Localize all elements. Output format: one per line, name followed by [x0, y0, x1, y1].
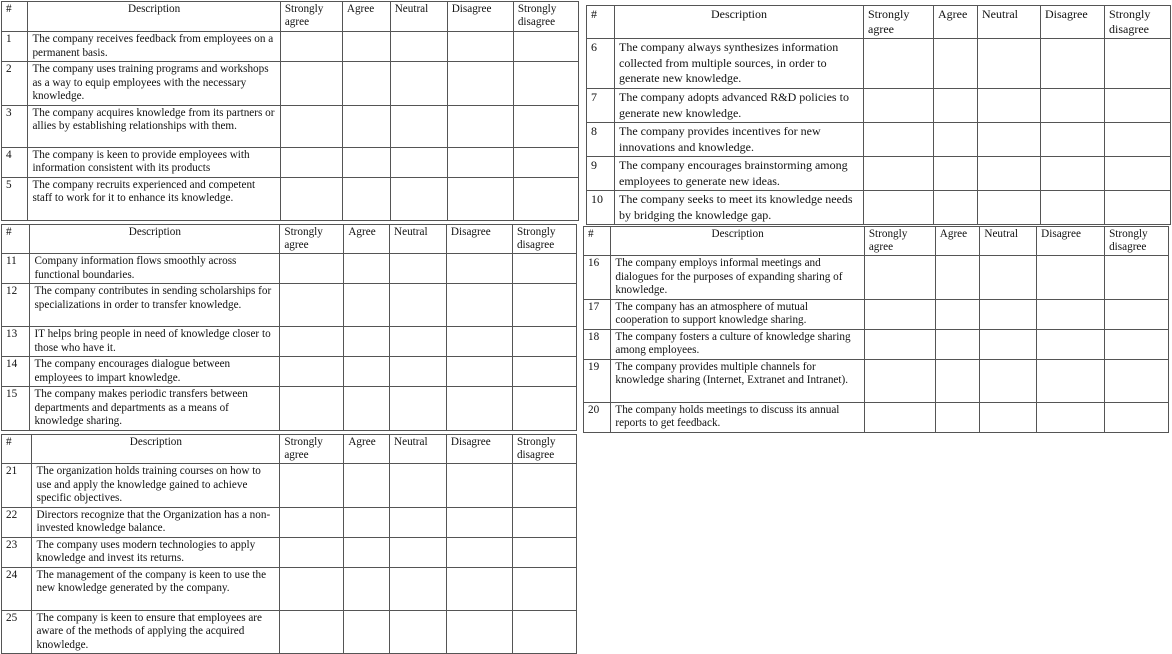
- item-description: The company employs informal meetings and dialogues for the purposes of expanding sharing of knowledge.: [611, 256, 864, 300]
- strongly-disagree-response-cell[interactable]: [1105, 39, 1171, 89]
- neutral-response-cell[interactable]: [390, 32, 447, 62]
- header-row: [584, 227, 1169, 256]
- item-description: The company adopts advanced R&D policies to generate new knowledge.: [615, 89, 864, 123]
- agree-response-cell[interactable]: [934, 157, 978, 191]
- strongly-disagree-response-cell[interactable]: [513, 62, 578, 106]
- item-description: The company uses modern technologies to apply knowledge and invest its returns.: [32, 537, 280, 567]
- table-row: [584, 329, 1169, 359]
- table-row: [2, 62, 579, 106]
- strongly-agree-response-cell[interactable]: [864, 191, 934, 225]
- strongly-agree-response-cell[interactable]: [280, 327, 344, 357]
- header-row: [2, 2, 579, 32]
- neutral-response-cell[interactable]: [980, 359, 1037, 402]
- strongly-agree-response-cell[interactable]: [280, 62, 342, 106]
- agree-response-cell[interactable]: [935, 359, 980, 402]
- strongly-disagree-response-cell[interactable]: [513, 32, 578, 62]
- item-number: 19: [584, 359, 611, 402]
- item-number: 4: [2, 147, 28, 177]
- neutral-response-cell[interactable]: [390, 327, 447, 357]
- strongly-agree-response-cell[interactable]: [280, 147, 342, 177]
- neutral-header: Neutral: [390, 225, 447, 254]
- neutral-response-cell[interactable]: [978, 39, 1041, 89]
- disagree-response-cell[interactable]: [446, 327, 512, 357]
- item-description: Directors recognize that the Organization has a non-invested knowledge balance.: [32, 507, 280, 537]
- strongly-agree-header: Strongly agree: [864, 6, 934, 39]
- agree-response-cell[interactable]: [344, 537, 390, 567]
- item-number: 13: [2, 327, 30, 357]
- disagree-response-cell[interactable]: [446, 387, 512, 431]
- item-number: 2: [2, 62, 28, 106]
- strongly-disagree-header: Strongly disagree: [1105, 227, 1169, 256]
- item-description: The organization holds training courses on how to use and apply the knowledge gained to achieve specific objectives.: [32, 464, 280, 508]
- agree-response-cell[interactable]: [344, 507, 390, 537]
- disagree-response-cell[interactable]: [446, 507, 512, 537]
- item-description: The management of the company is keen to use the new knowledge generated by the company.: [32, 567, 280, 610]
- disagree-response-cell[interactable]: [447, 32, 513, 62]
- num-header: #: [587, 6, 615, 39]
- item-description: The company encourages brainstorming among employees to generate new ideas.: [615, 157, 864, 191]
- strongly-agree-response-cell[interactable]: [864, 402, 935, 432]
- agree-response-cell[interactable]: [935, 256, 980, 300]
- description-header: Description: [30, 225, 280, 254]
- table-row: [587, 39, 1171, 89]
- disagree-response-cell[interactable]: [1041, 39, 1105, 89]
- item-description: The company provides incentives for new innovations and knowledge.: [615, 123, 864, 157]
- agree-response-cell[interactable]: [934, 39, 978, 89]
- agree-response-cell[interactable]: [935, 299, 980, 329]
- strongly-disagree-response-cell[interactable]: [1105, 191, 1171, 225]
- strongly-agree-response-cell[interactable]: [280, 177, 342, 220]
- neutral-response-cell[interactable]: [390, 284, 447, 327]
- survey-table-2: [586, 5, 1171, 225]
- agree-response-cell[interactable]: [342, 32, 390, 62]
- neutral-response-cell[interactable]: [390, 62, 447, 106]
- strongly-agree-response-cell[interactable]: [280, 610, 344, 654]
- strongly-disagree-response-cell[interactable]: [512, 537, 576, 567]
- item-number: 20: [584, 402, 611, 432]
- disagree-response-cell[interactable]: [447, 147, 513, 177]
- neutral-response-cell[interactable]: [390, 537, 447, 567]
- agree-response-cell[interactable]: [934, 89, 978, 123]
- table-row: [2, 537, 577, 567]
- agree-response-cell[interactable]: [935, 329, 980, 359]
- table-row: [2, 32, 579, 62]
- item-description: The company makes periodic transfers between departments and departments as a means of knowledge sharing.: [30, 387, 280, 431]
- item-description: The company holds meetings to discuss its annual reports to get feedback.: [611, 402, 864, 432]
- table-row: [2, 284, 577, 327]
- neutral-response-cell[interactable]: [980, 256, 1037, 300]
- agree-response-cell[interactable]: [935, 402, 980, 432]
- neutral-response-cell[interactable]: [390, 177, 447, 220]
- item-description: The company is keen to provide employees with information consistent with its products: [28, 147, 280, 177]
- disagree-response-cell[interactable]: [1037, 359, 1105, 402]
- item-description: The company acquires knowledge from its partners or allies by establishing relationships with them.: [28, 105, 280, 147]
- strongly-agree-response-cell[interactable]: [280, 537, 344, 567]
- disagree-response-cell[interactable]: [1041, 89, 1105, 123]
- strongly-agree-response-cell[interactable]: [280, 32, 342, 62]
- disagree-header: Disagree: [446, 435, 512, 464]
- agree-response-cell[interactable]: [342, 177, 390, 220]
- neutral-response-cell[interactable]: [390, 147, 447, 177]
- item-number: 9: [587, 157, 615, 191]
- item-number: 7: [587, 89, 615, 123]
- neutral-response-cell[interactable]: [980, 402, 1037, 432]
- table-row: [2, 327, 577, 357]
- survey-table-1: [1, 1, 579, 221]
- table-row: [2, 105, 579, 147]
- item-number: 25: [2, 610, 32, 654]
- neutral-response-cell[interactable]: [390, 507, 447, 537]
- strongly-agree-header: Strongly agree: [864, 227, 935, 256]
- strongly-agree-response-cell[interactable]: [280, 357, 344, 387]
- item-description: The company always synthesizes information collected from multiple sources, in order to generate new knowledge.: [615, 39, 864, 89]
- item-number: 1: [2, 32, 28, 62]
- survey-table-5: [1, 434, 577, 654]
- agree-header: Agree: [935, 227, 980, 256]
- agree-response-cell[interactable]: [344, 567, 390, 610]
- strongly-disagree-response-cell[interactable]: [1105, 329, 1169, 359]
- strongly-disagree-response-cell[interactable]: [512, 357, 576, 387]
- strongly-disagree-response-cell[interactable]: [512, 464, 576, 508]
- disagree-response-cell[interactable]: [446, 610, 512, 654]
- agree-header: Agree: [344, 435, 390, 464]
- neutral-response-cell[interactable]: [390, 357, 447, 387]
- table-row: [587, 157, 1171, 191]
- neutral-response-cell[interactable]: [390, 464, 447, 508]
- item-number: 8: [587, 123, 615, 157]
- table-row: [2, 567, 577, 610]
- description-header: Description: [611, 227, 864, 256]
- agree-response-cell[interactable]: [344, 327, 390, 357]
- disagree-response-cell[interactable]: [1037, 329, 1105, 359]
- strongly-agree-response-cell[interactable]: [280, 105, 342, 147]
- table-row: [2, 610, 577, 654]
- survey-table-4: [583, 226, 1169, 433]
- agree-response-cell[interactable]: [342, 105, 390, 147]
- item-description: The company is keen to ensure that employees are aware of the methods of applying the acquired knowledge.: [32, 610, 280, 654]
- strongly-agree-response-cell[interactable]: [280, 254, 344, 284]
- table-row: [587, 89, 1171, 123]
- disagree-response-cell[interactable]: [1041, 123, 1105, 157]
- agree-header: Agree: [342, 2, 390, 32]
- item-number: 23: [2, 537, 32, 567]
- strongly-disagree-response-cell[interactable]: [513, 147, 578, 177]
- table-row: [587, 191, 1171, 225]
- neutral-header: Neutral: [978, 6, 1041, 39]
- neutral-response-cell[interactable]: [978, 191, 1041, 225]
- header-row: [2, 435, 577, 464]
- strongly-agree-response-cell[interactable]: [864, 299, 935, 329]
- agree-response-cell[interactable]: [344, 357, 390, 387]
- strongly-agree-response-cell[interactable]: [280, 567, 344, 610]
- strongly-agree-response-cell[interactable]: [280, 507, 344, 537]
- neutral-response-cell[interactable]: [978, 123, 1041, 157]
- strongly-agree-response-cell[interactable]: [864, 123, 934, 157]
- disagree-response-cell[interactable]: [447, 105, 513, 147]
- item-number: 5: [2, 177, 28, 220]
- strongly-disagree-response-cell[interactable]: [512, 610, 576, 654]
- description-header: Description: [28, 2, 280, 32]
- item-number: 14: [2, 357, 30, 387]
- strongly-agree-response-cell[interactable]: [864, 329, 935, 359]
- strongly-agree-response-cell[interactable]: [280, 387, 344, 431]
- agree-response-cell[interactable]: [344, 284, 390, 327]
- neutral-response-cell[interactable]: [390, 105, 447, 147]
- description-header: Description: [32, 435, 280, 464]
- table-row: [2, 357, 577, 387]
- num-header: #: [2, 225, 30, 254]
- table-row: [2, 507, 577, 537]
- item-number: 24: [2, 567, 32, 610]
- agree-response-cell[interactable]: [344, 464, 390, 508]
- strongly-agree-response-cell[interactable]: [864, 39, 934, 89]
- strongly-disagree-response-cell[interactable]: [512, 284, 576, 327]
- disagree-header: Disagree: [1041, 6, 1105, 39]
- neutral-response-cell[interactable]: [980, 299, 1037, 329]
- strongly-disagree-response-cell[interactable]: [513, 105, 578, 147]
- strongly-agree-header: Strongly agree: [280, 2, 342, 32]
- item-description: The company contributes in sending scholarships for specializations in order to transfer knowledge.: [30, 284, 280, 327]
- strongly-agree-response-cell[interactable]: [864, 157, 934, 191]
- table-row: [584, 299, 1169, 329]
- item-description: The company fosters a culture of knowledge sharing among employees.: [611, 329, 864, 359]
- strongly-disagree-response-cell[interactable]: [1105, 299, 1169, 329]
- table-row: [587, 123, 1171, 157]
- item-description: The company encourages dialogue between employees to impart knowledge.: [30, 357, 280, 387]
- table-row: [584, 256, 1169, 300]
- disagree-response-cell[interactable]: [1037, 299, 1105, 329]
- neutral-header: Neutral: [980, 227, 1037, 256]
- disagree-header: Disagree: [446, 225, 512, 254]
- neutral-response-cell[interactable]: [390, 610, 447, 654]
- item-number: 3: [2, 105, 28, 147]
- item-description: Company information flows smoothly across functional boundaries.: [30, 254, 280, 284]
- item-description: The company seeks to meet its knowledge needs by bridging the knowledge gap.: [615, 191, 864, 225]
- agree-response-cell[interactable]: [344, 254, 390, 284]
- disagree-response-cell[interactable]: [446, 464, 512, 508]
- item-description: The company has an atmosphere of mutual cooperation to support knowledge sharing.: [611, 299, 864, 329]
- disagree-response-cell[interactable]: [446, 567, 512, 610]
- disagree-response-cell[interactable]: [447, 177, 513, 220]
- neutral-header: Neutral: [390, 435, 447, 464]
- disagree-response-cell[interactable]: [446, 284, 512, 327]
- table-row: [584, 402, 1169, 432]
- agree-response-cell[interactable]: [934, 123, 978, 157]
- num-header: #: [2, 2, 28, 32]
- table-row: [584, 359, 1169, 402]
- neutral-response-cell[interactable]: [978, 89, 1041, 123]
- strongly-disagree-response-cell[interactable]: [1105, 256, 1169, 300]
- strongly-agree-header: Strongly agree: [280, 225, 344, 254]
- item-number: 11: [2, 254, 30, 284]
- strongly-disagree-header: Strongly disagree: [512, 435, 576, 464]
- item-number: 15: [2, 387, 30, 431]
- disagree-response-cell[interactable]: [446, 537, 512, 567]
- description-header: Description: [615, 6, 864, 39]
- neutral-response-cell[interactable]: [980, 329, 1037, 359]
- agree-response-cell[interactable]: [934, 191, 978, 225]
- disagree-response-cell[interactable]: [446, 357, 512, 387]
- strongly-disagree-response-cell[interactable]: [1105, 402, 1169, 432]
- strongly-disagree-response-cell[interactable]: [1105, 359, 1169, 402]
- item-number: 22: [2, 507, 32, 537]
- disagree-response-cell[interactable]: [446, 254, 512, 284]
- header-row: [2, 225, 577, 254]
- table-row: [2, 177, 579, 220]
- strongly-disagree-response-cell[interactable]: [512, 507, 576, 537]
- strongly-disagree-header: Strongly disagree: [512, 225, 576, 254]
- strongly-disagree-response-cell[interactable]: [513, 177, 578, 220]
- strongly-disagree-response-cell[interactable]: [512, 387, 576, 431]
- item-description: The company receives feedback from employees on a permanent basis.: [28, 32, 280, 62]
- num-header: #: [584, 227, 611, 256]
- table-row: [2, 147, 579, 177]
- agree-header: Agree: [344, 225, 390, 254]
- strongly-agree-header: Strongly agree: [280, 435, 344, 464]
- item-number: 17: [584, 299, 611, 329]
- strongly-disagree-response-cell[interactable]: [1105, 89, 1171, 123]
- agree-response-cell[interactable]: [342, 147, 390, 177]
- disagree-response-cell[interactable]: [1037, 402, 1105, 432]
- neutral-response-cell[interactable]: [390, 254, 447, 284]
- table-row: [2, 387, 577, 431]
- item-number: 10: [587, 191, 615, 225]
- strongly-disagree-header: Strongly disagree: [513, 2, 578, 32]
- item-description: IT helps bring people in need of knowledge closer to those who have it.: [30, 327, 280, 357]
- strongly-disagree-response-cell[interactable]: [512, 327, 576, 357]
- item-description: The company recruits experienced and competent staff to work for it to enhance its knowledge.: [28, 177, 280, 220]
- survey-table-3: [1, 224, 577, 431]
- disagree-response-cell[interactable]: [1041, 191, 1105, 225]
- item-description: The company uses training programs and workshops as a way to equip employees with the necessary knowledge.: [28, 62, 280, 106]
- table-row: [2, 464, 577, 508]
- agree-response-cell[interactable]: [342, 62, 390, 106]
- strongly-agree-response-cell[interactable]: [280, 284, 344, 327]
- strongly-agree-response-cell[interactable]: [864, 89, 934, 123]
- strongly-agree-response-cell[interactable]: [280, 464, 344, 508]
- agree-header: Agree: [934, 6, 978, 39]
- strongly-disagree-response-cell[interactable]: [1105, 157, 1171, 191]
- strongly-disagree-response-cell[interactable]: [1105, 123, 1171, 157]
- strongly-disagree-response-cell[interactable]: [512, 567, 576, 610]
- neutral-response-cell[interactable]: [390, 387, 447, 431]
- disagree-header: Disagree: [447, 2, 513, 32]
- disagree-response-cell[interactable]: [447, 62, 513, 106]
- strongly-agree-response-cell[interactable]: [864, 359, 935, 402]
- strongly-agree-response-cell[interactable]: [864, 256, 935, 300]
- item-number: 12: [2, 284, 30, 327]
- neutral-response-cell[interactable]: [390, 567, 447, 610]
- item-number: 18: [584, 329, 611, 359]
- item-description: The company provides multiple channels for knowledge sharing (Internet, Extranet and Intranet).: [611, 359, 864, 402]
- num-header: #: [2, 435, 32, 464]
- table-row: [2, 254, 577, 284]
- disagree-response-cell[interactable]: [1037, 256, 1105, 300]
- agree-response-cell[interactable]: [344, 610, 390, 654]
- item-number: 16: [584, 256, 611, 300]
- item-number: 21: [2, 464, 32, 508]
- neutral-header: Neutral: [390, 2, 447, 32]
- strongly-disagree-header: Strongly disagree: [1105, 6, 1171, 39]
- item-number: 6: [587, 39, 615, 89]
- agree-response-cell[interactable]: [344, 387, 390, 431]
- strongly-disagree-response-cell[interactable]: [512, 254, 576, 284]
- header-row: [587, 6, 1171, 39]
- disagree-response-cell[interactable]: [1041, 157, 1105, 191]
- neutral-response-cell[interactable]: [978, 157, 1041, 191]
- disagree-header: Disagree: [1037, 227, 1105, 256]
